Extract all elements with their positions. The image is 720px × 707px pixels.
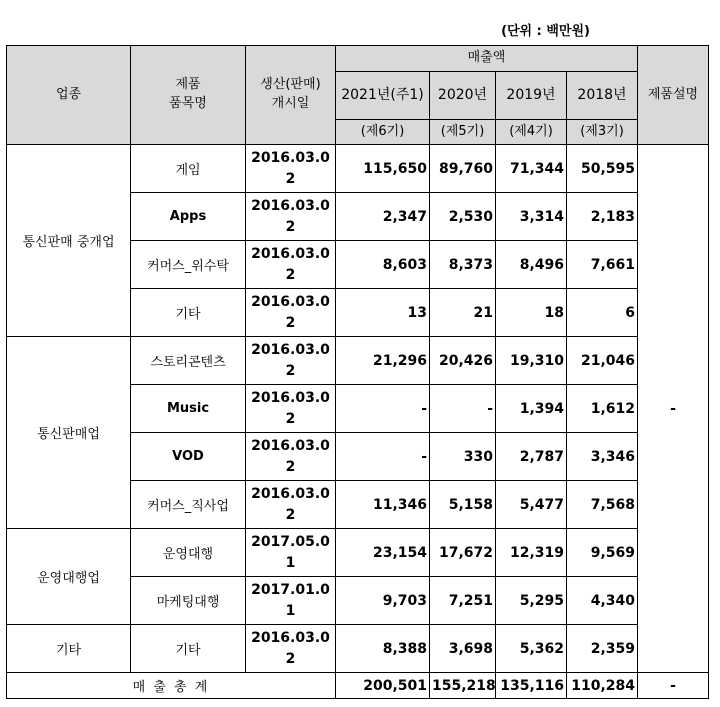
sales-value-cell: 7,661: [567, 241, 638, 289]
sales-value-cell: -: [336, 385, 430, 433]
total-value-cell: 200,501: [336, 673, 430, 699]
start-date-cell: 2016.03.02: [246, 241, 336, 289]
sales-value-cell: 19,310: [496, 337, 567, 385]
sales-value-cell: -: [336, 433, 430, 481]
sales-value-cell: 9,703: [336, 577, 430, 625]
header-start-line2: 개시일: [271, 96, 310, 111]
product-cell: 마케팅대행: [131, 577, 246, 625]
start-date-cell: 2016.03.02: [246, 433, 336, 481]
header-industry: 업종: [7, 46, 131, 145]
product-cell: 커머스_직사업: [131, 481, 246, 529]
product-cell: VOD: [131, 433, 246, 481]
sales-value-cell: 5,362: [496, 625, 567, 673]
industry-cell: 운영대행업: [7, 529, 131, 625]
start-date-cell: 2016.03.02: [246, 145, 336, 193]
header-period: (제4기): [496, 120, 567, 145]
sales-value-cell: 71,344: [496, 145, 567, 193]
sales-value-cell: 18: [496, 289, 567, 337]
product-cell: 운영대행: [131, 529, 246, 577]
header-product-line1: 제품: [175, 77, 201, 93]
start-date-cell: 2016.03.02: [246, 337, 336, 385]
total-row: [7, 673, 709, 699]
product-cell: Music: [131, 385, 246, 433]
start-date-cell: 2017.05.01: [246, 529, 336, 577]
sales-value-cell: 5,295: [496, 577, 567, 625]
sales-value-cell: 1,612: [567, 385, 638, 433]
sales-value-cell: 2,530: [430, 193, 496, 241]
sales-value-cell: 3,698: [430, 625, 496, 673]
header-year: 2018년: [567, 72, 638, 120]
table-row: [7, 337, 709, 385]
sales-value-cell: 8,603: [336, 241, 430, 289]
sales-value-cell: 5,158: [430, 481, 496, 529]
table-body: [7, 145, 709, 699]
start-date-cell: 2016.03.02: [246, 625, 336, 673]
header-description: 제품설명: [638, 46, 709, 145]
product-cell: 기타: [131, 625, 246, 673]
header-year: 2020년: [430, 72, 496, 120]
sales-value-cell: 50,595: [567, 145, 638, 193]
sales-table: [6, 45, 709, 699]
sales-value-cell: 1,394: [496, 385, 567, 433]
sales-value-cell: 21,296: [336, 337, 430, 385]
description-cell: -: [638, 145, 709, 673]
sales-value-cell: 5,477: [496, 481, 567, 529]
start-date-cell: 2017.01.01: [246, 577, 336, 625]
sales-value-cell: 4,340: [567, 577, 638, 625]
start-date-cell: 2016.03.02: [246, 289, 336, 337]
header-start-line1: 생산(판매): [260, 77, 321, 93]
product-cell: 게임: [131, 145, 246, 193]
sales-value-cell: -: [430, 385, 496, 433]
product-cell: Apps: [131, 193, 246, 241]
sales-value-cell: 3,314: [496, 193, 567, 241]
header-year: 2019년: [496, 72, 567, 120]
unit-note: (단위 : 백만원): [501, 24, 590, 39]
header-year: 2021년(주1): [336, 72, 430, 120]
header-period: (제5기): [430, 120, 496, 145]
start-date-cell: 2016.03.02: [246, 481, 336, 529]
sales-value-cell: 330: [430, 433, 496, 481]
sales-value-cell: 8,496: [496, 241, 567, 289]
table-row: [7, 625, 709, 673]
table-row: [7, 145, 709, 193]
product-cell: 스토리콘텐츠: [131, 337, 246, 385]
product-cell: 커머스_위수탁: [131, 241, 246, 289]
sales-value-cell: 6: [567, 289, 638, 337]
total-value-cell: 110,284: [567, 673, 638, 699]
sales-value-cell: 17,672: [430, 529, 496, 577]
total-value-cell: 155,218: [430, 673, 496, 699]
sales-value-cell: 7,251: [430, 577, 496, 625]
sales-value-cell: 20,426: [430, 337, 496, 385]
sales-value-cell: 7,568: [567, 481, 638, 529]
sales-value-cell: 115,650: [336, 145, 430, 193]
sales-value-cell: 89,760: [430, 145, 496, 193]
header-product: [131, 46, 246, 145]
sales-value-cell: 2,183: [567, 193, 638, 241]
sales-value-cell: 3,346: [567, 433, 638, 481]
sales-value-cell: 21: [430, 289, 496, 337]
product-cell: 기타: [131, 289, 246, 337]
industry-cell: 기타: [7, 625, 131, 673]
industry-cell: 통신판매업: [7, 337, 131, 529]
sales-value-cell: 9,569: [567, 529, 638, 577]
sales-value-cell: 2,347: [336, 193, 430, 241]
sales-value-cell: 13: [336, 289, 430, 337]
total-label: 매 출 총 계: [7, 673, 336, 699]
total-description-cell: -: [638, 673, 709, 699]
sales-value-cell: 8,373: [430, 241, 496, 289]
sales-value-cell: 8,388: [336, 625, 430, 673]
sales-value-cell: 23,154: [336, 529, 430, 577]
header-sales: 매출액: [336, 46, 638, 72]
sales-value-cell: 11,346: [336, 481, 430, 529]
start-date-cell: 2016.03.02: [246, 193, 336, 241]
header-product-line2: 품목명: [169, 96, 207, 111]
start-date-cell: 2016.03.02: [246, 385, 336, 433]
industry-cell: 통신판매 중개업: [7, 145, 131, 337]
sales-value-cell: 12,319: [496, 529, 567, 577]
sales-value-cell: 21,046: [567, 337, 638, 385]
table-row: [7, 529, 709, 577]
header-period: (제6기): [336, 120, 430, 145]
sales-value-cell: 2,359: [567, 625, 638, 673]
sales-value-cell: 2,787: [496, 433, 567, 481]
header-start-date: [246, 46, 336, 145]
header-period: (제3기): [567, 120, 638, 145]
total-value-cell: 135,116: [496, 673, 567, 699]
